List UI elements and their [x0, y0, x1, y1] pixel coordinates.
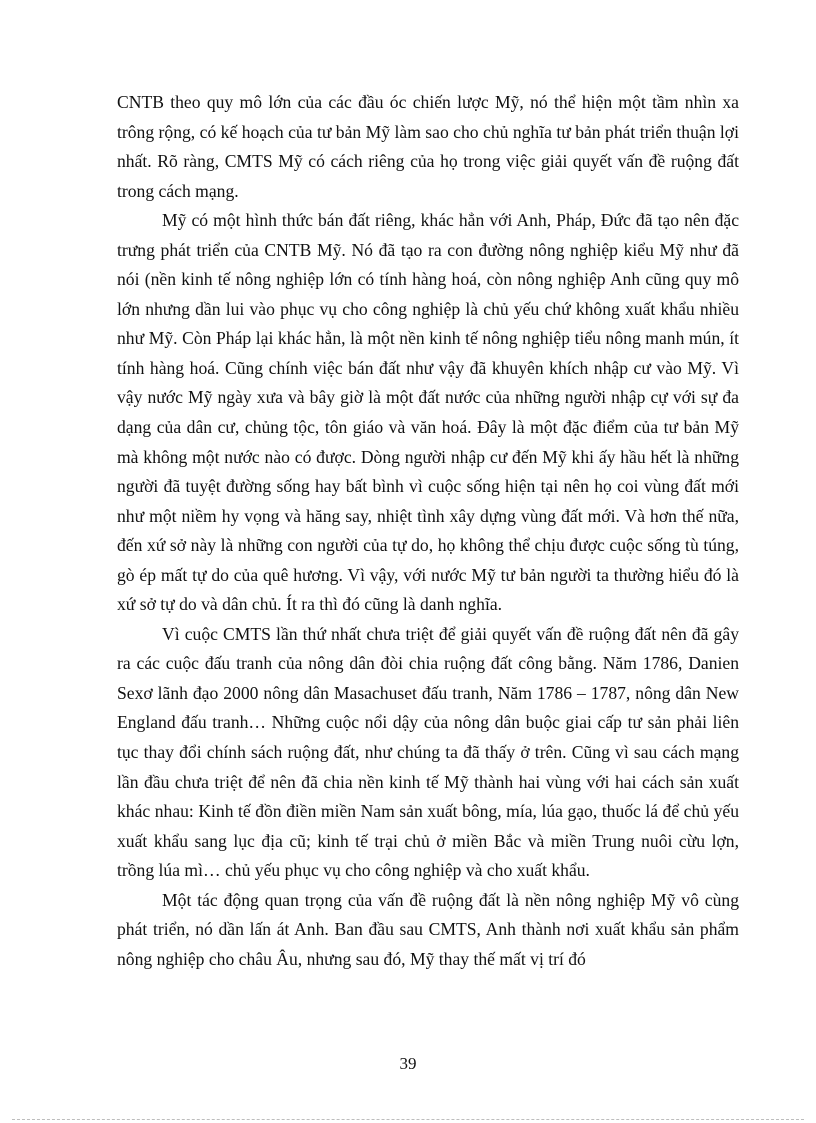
footer-divider	[12, 1119, 804, 1120]
paragraph-land-sale: Mỹ có một hình thức bán đất riêng, khác hẳn với Anh, Pháp, Đức đã tạo nên đặc trưng phát triển của CNTB Mỹ. Nó đã tạo ra con đường nông nghiệp kiểu Mỹ như đã nói (nền kinh tế nông nghiệp lớn có tính hàng hoá, còn nông nghiệp Anh cũng quy mô lớn nhưng dần lui vào phục vụ cho công nghiệp là chủ yếu chứ không xuất khẩu nhiều như Mỹ. Còn Pháp lại khác hẳn, là một nền kinh tế nông nghiệp tiểu nông manh mún, ít tính hàng hoá. Cũng chính việc bán đất như vậy đã khuyên khích nhập cư vào Mỹ. Vì vậy nước Mỹ ngày xưa và bây giờ là một đất nước của những người nhập cự với sự đa dạng của dân cư, chủng tộc, tôn giáo và văn hoá. Đây là một đặc điểm của tư bản Mỹ mà không một nước nào có được. Dòng người nhập cư đến Mỹ khi ấy hầu hết là những người đã tuyệt đường sống hay bất bình vì cuộc sống hiện tại nên họ coi vùng đất mới như một niềm hy vọng và hăng say, nhiệt tình xây dựng vùng đất mới. Và hơn thế nữa, đến xứ sở này là những con người của tự do, họ không thể chịu được cuộc sống tù túng, gò ép mất tự do của quê hương. Vì vậy, với nước Mỹ tư bản người ta thường hiểu đó là xứ sở tự do và dân chủ. Ít ra thì đó cũng là danh nghĩa.	[117, 210, 739, 615]
paragraph-agriculture-impact: Một tác động quan trọng của vấn đề ruộng đất là nền nông nghiệp Mỹ vô cùng phát triển, nó dần lấn át Anh. Ban đầu sau CMTS, Anh thành nơi xuất khẩu sản phẩm nông nghiệp cho châu Âu, nhưng sau đó, Mỹ thay thế mất vị trí đó	[117, 889, 739, 969]
page-number: 39	[399, 1054, 417, 1073]
body-text	[117, 88, 739, 974]
paragraph-continuation: CNTB theo quy mô lớn của các đầu óc chiến lược Mỹ, nó thể hiện một tầm nhìn xa trông rộng, có kế hoạch của tư bản Mỹ làm sao cho chủ nghĩa tư bản phát triển thuận lợi nhất. Rõ ràng, CMTS Mỹ có cách riêng của họ trong việc giải quyết vấn đề ruộng đất trong cách mạng.	[117, 92, 739, 201]
paragraph-farmer-struggles: Vì cuộc CMTS lần thứ nhất chưa triệt để giải quyết vấn đề ruộng đất nên đã gây ra các cuộc đấu tranh của nông dân đòi chia ruộng đất công bằng. Năm 1786, Danien Sexơ lãnh đạo 2000 nông dân Masachuset đấu tranh, Năm 1786 – 1787, nông dân New England đấu tranh… Những cuộc nổi dậy của nông dân buộc giai cấp tư sản phải liên tục thay đổi chính sách ruộng đất, như chúng ta đã thấy ở trên. Cũng vì sau cách mạng lần đầu chưa triệt để nên đã chia nền kinh tế Mỹ thành hai vùng với hai cách sản xuất khác nhau: Kinh tế đồn điền miền Nam sản xuất bông, mía, lúa gạo, thuốc lá để chủ yếu xuất khẩu sang lục địa cũ; kinh tế trại chủ ở miền Bắc và miền Trung nuôi cừu lợn, trồng lúa mì… chủ yếu phục vụ cho công nghiệp và cho xuất khẩu.	[117, 623, 739, 881]
